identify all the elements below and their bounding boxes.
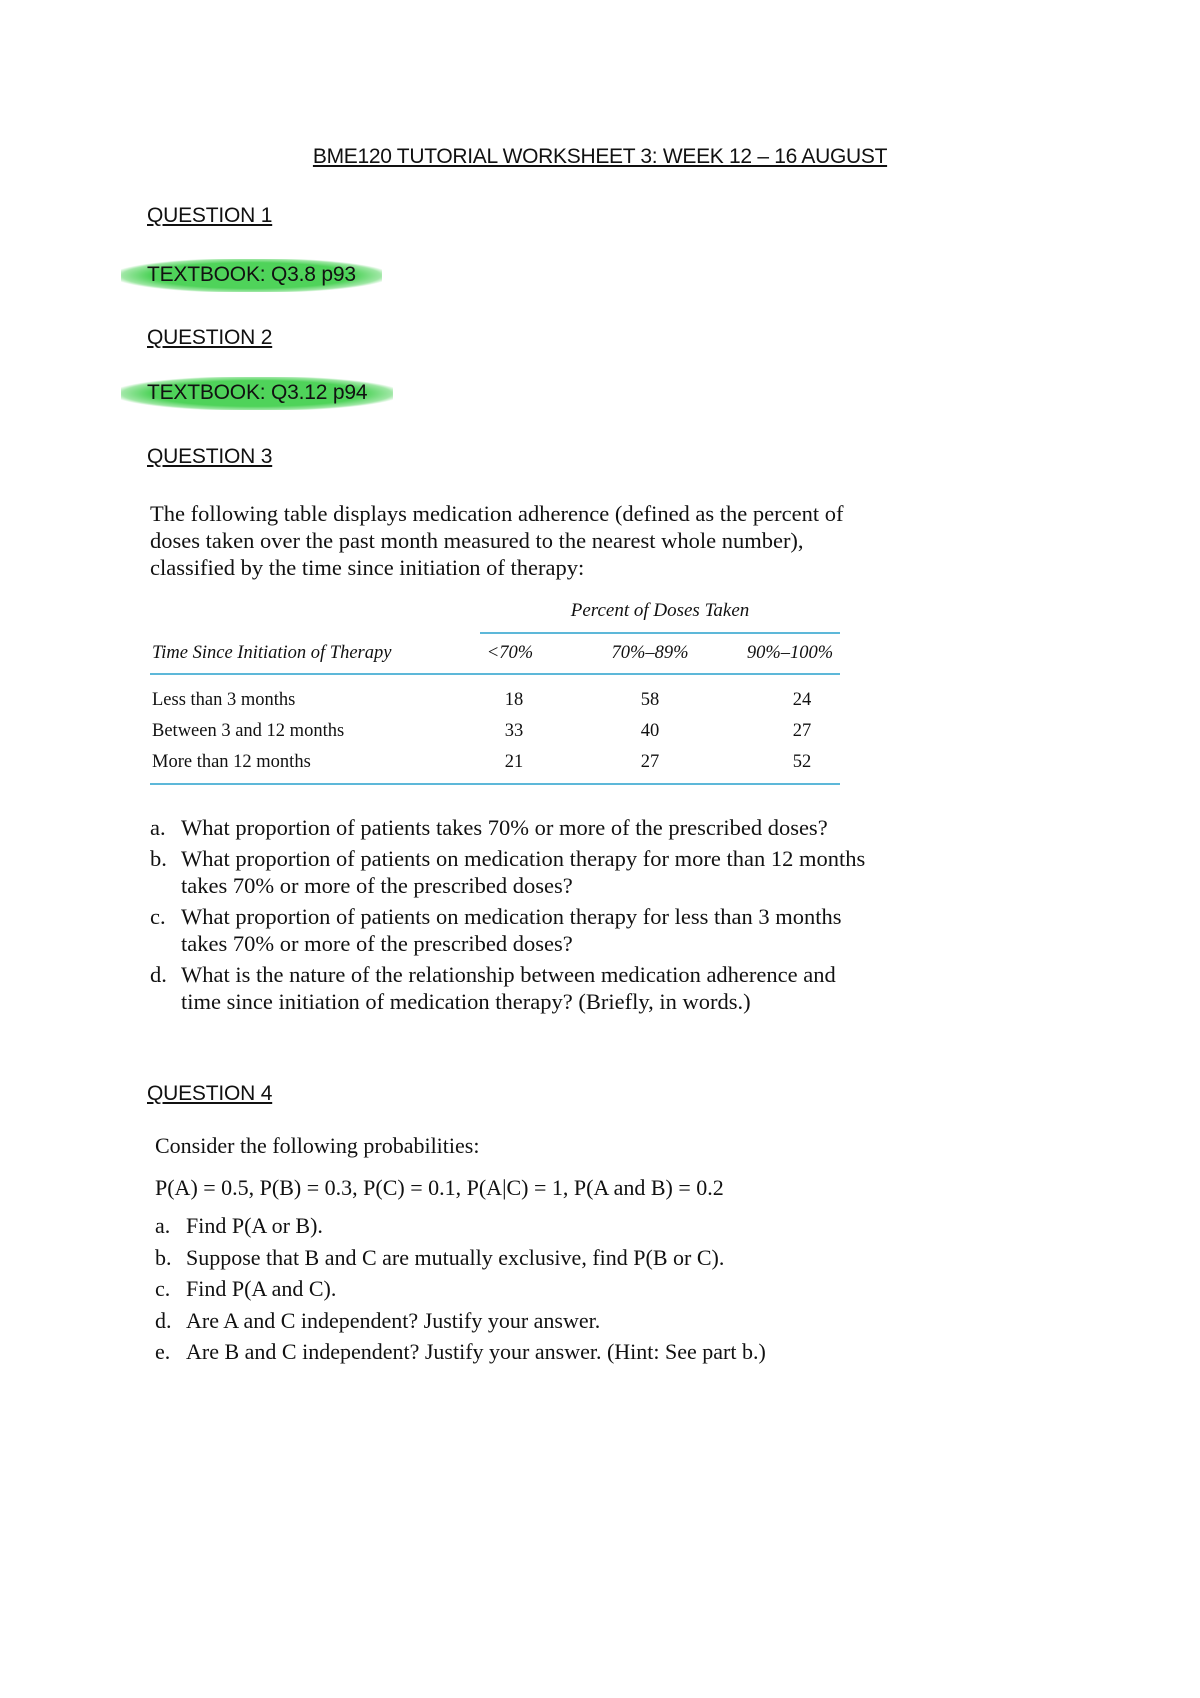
table-cell: 33: [504, 721, 524, 741]
table-cell: 21: [504, 752, 524, 772]
part-text: Suppose that B and C are mutually exclusive, find P(B or C).: [186, 1244, 725, 1270]
list-item: [150, 814, 870, 841]
table-group-caption: Percent of Doses Taken: [570, 600, 750, 621]
table-row-label: Between 3 and 12 months: [152, 721, 345, 741]
question-2-heading: QUESTION 2: [147, 326, 273, 349]
table-row-label: Less than 3 months: [152, 690, 296, 710]
table-row-label: More than 12 months: [152, 752, 311, 772]
table-rule-bottom: [150, 783, 840, 785]
table-row-header: Time Since Initiation of Therapy: [152, 643, 392, 663]
question-3-parts: [150, 814, 870, 1019]
table-cell: 58: [640, 690, 660, 710]
part-text: What proportion of patients on medication therapy for less than 3 months takes 70% or more of the prescribed doses?: [181, 904, 842, 956]
list-item: [150, 845, 870, 899]
adherence-table: [150, 600, 840, 790]
part-label: c.: [150, 904, 166, 929]
list-item: [155, 1273, 875, 1305]
part-label: b.: [150, 846, 167, 871]
list-item: [150, 903, 870, 957]
question-1-heading: QUESTION 1: [147, 204, 273, 227]
question-4-intro: Consider the following probabilities:: [155, 1133, 480, 1158]
part-text: What is the nature of the relationship between medication adherence and time since initiation of medication therapy? (Briefly, in words.): [181, 962, 836, 1014]
part-label: d.: [155, 1307, 172, 1333]
table-col-header: 90%–100%: [746, 643, 834, 663]
part-label: b.: [155, 1244, 172, 1270]
list-item: [155, 1305, 875, 1337]
list-item: [150, 961, 870, 1015]
table-col-header: 70%–89%: [611, 643, 689, 663]
part-text: Are A and C independent? Justify your answer.: [186, 1307, 601, 1333]
question-3-heading: QUESTION 3: [147, 445, 273, 468]
table-rule-header: [150, 673, 840, 675]
table-cell: 18: [504, 690, 524, 710]
part-label: a.: [155, 1213, 171, 1238]
part-label: e.: [155, 1339, 171, 1364]
part-text: Are B and C independent? Justify your answer. (Hint: See part b.): [186, 1339, 766, 1364]
part-label: c.: [155, 1276, 171, 1301]
table-cell: 24: [792, 690, 812, 710]
part-text: Find P(A and C).: [186, 1276, 337, 1301]
question-4-heading: QUESTION 4: [147, 1082, 273, 1105]
part-label: a.: [150, 815, 166, 840]
table-cell: 52: [792, 752, 812, 772]
table-cell: 27: [640, 752, 660, 772]
question-2-textbook-ref: TEXTBOOK: Q3.12 p94: [121, 377, 393, 410]
table-cell: 40: [640, 721, 660, 741]
table-col-header: <70%: [486, 643, 534, 663]
question-3-intro: The following table displays medication adherence (defined as the percent of doses taken over the past month measured to the nearest whole number), classified by the time since initiation of therapy:: [150, 501, 844, 580]
question-1-textbook-ref: TEXTBOOK: Q3.8 p93: [121, 259, 382, 292]
list-item: [155, 1336, 875, 1368]
probabilities-line: P(A) = 0.5, P(B) = 0.3, P(C) = 0.1, P(A|C) = 1, P(A and B) = 0.2: [155, 1175, 724, 1200]
list-item: [155, 1210, 875, 1242]
part-text: What proportion of patients takes 70% or more of the prescribed doses?: [181, 815, 828, 840]
list-item: [155, 1242, 875, 1274]
part-label: d.: [150, 962, 167, 987]
worksheet-title: BME120 TUTORIAL WORKSHEET 3: WEEK 12 – 16 AUGUST: [312, 145, 888, 168]
table-rule-top: [480, 632, 840, 634]
question-4-parts: [155, 1210, 875, 1368]
part-text: What proportion of patients on medication therapy for more than 12 months takes 70% or more of the prescribed doses?: [181, 846, 866, 898]
table-cell: 27: [792, 721, 812, 741]
part-text: Find P(A or B).: [186, 1213, 323, 1238]
